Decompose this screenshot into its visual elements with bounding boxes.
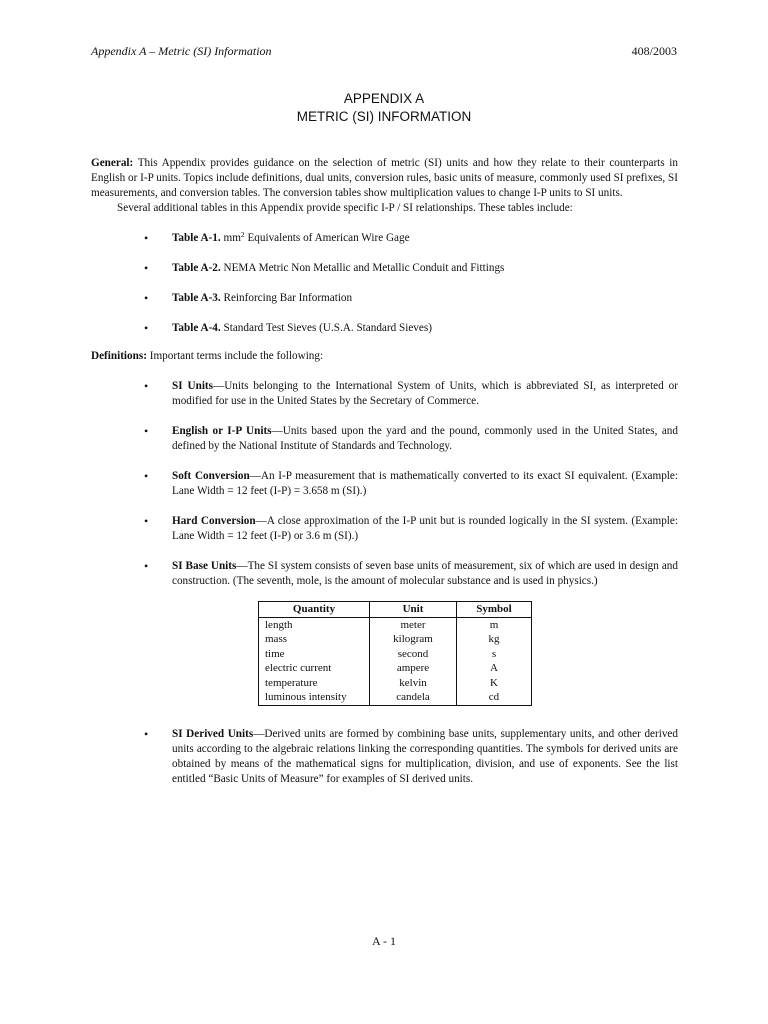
- table-cell: K: [457, 676, 532, 691]
- page-header: [91, 44, 677, 62]
- bullet: •: [144, 231, 149, 245]
- term-text: —The SI system consists of seven base units of measurement, six of which are used in design and construction. (The seventh, mole, is the amount of molecular substance and is used in physics.): [172, 560, 678, 587]
- header-date: 408/2003: [631, 44, 677, 58]
- table-cell: length: [259, 617, 370, 632]
- list-item: [91, 291, 678, 306]
- bullet: •: [144, 559, 149, 573]
- list-item: [91, 231, 678, 246]
- bullet: •: [144, 469, 149, 483]
- page-title: APPENDIX A: [343, 91, 425, 106]
- table-cell: cd: [457, 690, 532, 705]
- table-row: [259, 690, 532, 705]
- column-header: Quantity: [259, 602, 370, 618]
- term-label: Soft Conversion: [172, 470, 250, 482]
- bullet: •: [144, 261, 149, 275]
- table-cell: luminous intensity: [259, 690, 370, 705]
- bullet: •: [144, 379, 149, 393]
- definitions-text: Important terms include the following:: [146, 350, 324, 362]
- tables-intro: Several additional tables in this Appendix provide specific I-P / SI relationships. These tables include:: [117, 202, 573, 214]
- list-item: [91, 321, 678, 336]
- table-cell: candela: [370, 690, 457, 705]
- term-text: —A close approximation of the I-P unit but is rounded logically in the SI system. (Example: Lane Width = 12 feet (I-P) or 3.6 m (SI).): [172, 515, 678, 542]
- table-label: Table A-2.: [172, 262, 221, 274]
- term-text: —Units based upon the yard and the pound, commonly used in the United States, and defined by the National Institute of Standards and Technology.: [172, 425, 678, 452]
- bullet: •: [144, 726, 149, 741]
- table-cell: time: [259, 647, 370, 662]
- list-item: [91, 424, 678, 454]
- table-text: Standard Test Sieves (U.S.A. Standard Sieves): [220, 322, 432, 334]
- table-text-pre: mm: [220, 232, 241, 244]
- table-cell: second: [370, 647, 457, 662]
- table-header-row: [259, 602, 532, 618]
- term-label: SI Base Units: [172, 560, 237, 572]
- table-label: Table A-3.: [172, 292, 221, 304]
- table-cell: kelvin: [370, 676, 457, 691]
- table-cell: electric current: [259, 661, 370, 676]
- term-label: SI Units: [172, 380, 214, 392]
- base-units-table: [258, 601, 532, 706]
- column-header: Symbol: [457, 602, 532, 618]
- table-cell: ampere: [370, 661, 457, 676]
- table-cell: kilogram: [370, 632, 457, 647]
- definitions-paragraph: [91, 349, 678, 364]
- list-item: [91, 261, 678, 276]
- bullet: •: [144, 424, 149, 438]
- table-row: [259, 617, 532, 632]
- table-label: Table A-4.: [172, 322, 221, 334]
- superscript: 2: [240, 230, 245, 239]
- bullet: •: [144, 321, 149, 335]
- table-text: Reinforcing Bar Information: [220, 292, 353, 304]
- list-item: [91, 469, 678, 499]
- header-title: Appendix A – Metric (SI) Information: [91, 44, 272, 58]
- table-cell: mass: [259, 632, 370, 647]
- document-body: [91, 156, 678, 787]
- general-text: This Appendix provides guidance on the selection of metric (SI) units and how they relate to their counterparts in English or I-P units. Topics include definitions, dual units, conversion rules, basic units of measure, commonly used SI prefixes, SI measurements, and conversion tables. The conversion tables show multiplication values to change I-P units to SI units.: [91, 157, 678, 199]
- table-text: NEMA Metric Non Metallic and Metallic Conduit and Fittings: [220, 262, 505, 274]
- table-cell: meter: [370, 617, 457, 632]
- table-row: [259, 632, 532, 647]
- table-cell: s: [457, 647, 532, 662]
- table-row: [259, 676, 532, 691]
- term-text: —An I-P measurement that is mathematically converted to its exact SI equivalent. (Example: Lane Width = 12 feet (I-P) = 3.658 m (SI).): [172, 470, 678, 497]
- table-cell: A: [457, 661, 532, 676]
- table-row: [259, 647, 532, 662]
- general-label: General:: [91, 157, 134, 169]
- column-header: Unit: [370, 602, 457, 618]
- term-label: English or I-P Units: [172, 425, 272, 437]
- list-item: [91, 379, 678, 409]
- table-row: [259, 661, 532, 676]
- table-cell: temperature: [259, 676, 370, 691]
- table-cell: m: [457, 617, 532, 632]
- definitions-label: Definitions:: [91, 350, 147, 362]
- tables-list: [91, 231, 678, 336]
- general-paragraph: [91, 156, 678, 201]
- list-item: [91, 559, 678, 706]
- table-label: Table A-1.: [172, 232, 221, 244]
- term-text: —Derived units are formed by combining base units, supplementary units, and other derived units according to the algebraic relations linking the corresponding quantities. The symbols for derived units are obtained by means of the mathematical signs for multiplication, division, and use of exponents. See the list entitled “Basic Units of Measure” for examples of SI derived units.: [172, 727, 678, 785]
- term-text: —Units belonging to the International System of Units, which is abbreviated SI, as interpreted or modified for use in the United States by the Secretary of Commerce.: [172, 380, 678, 407]
- table-cell: kg: [457, 632, 532, 647]
- term-label: SI Derived Units: [172, 727, 254, 740]
- table-text: Equivalents of American Wire Gage: [244, 232, 410, 244]
- bullet: •: [144, 514, 149, 528]
- bullet: •: [144, 291, 149, 305]
- list-item: [91, 514, 678, 544]
- term-label: Hard Conversion: [172, 515, 256, 527]
- list-item: [91, 727, 678, 787]
- page-subtitle: METRIC (SI) INFORMATION: [296, 109, 472, 124]
- page-number: A - 1: [372, 934, 396, 948]
- definitions-list: [91, 379, 678, 787]
